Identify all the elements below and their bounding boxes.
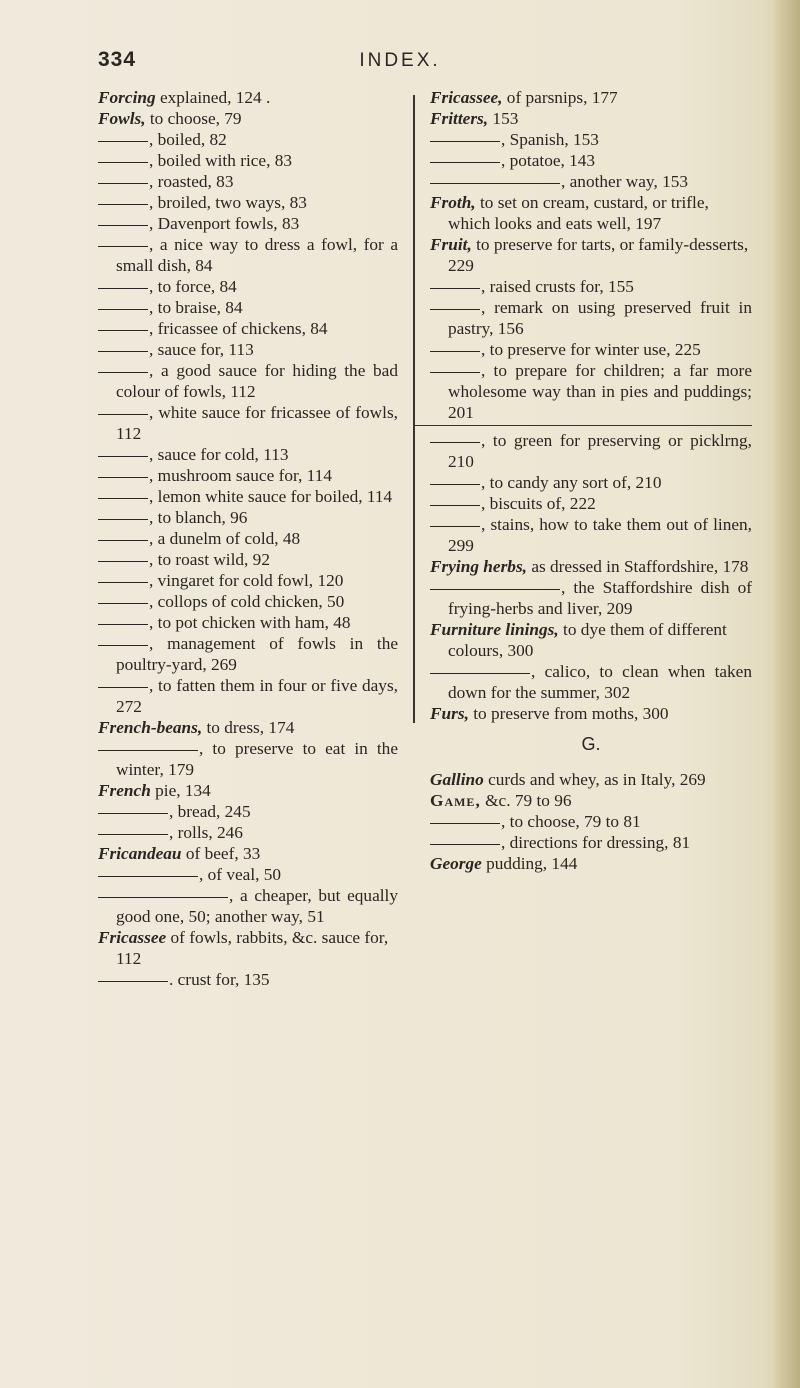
entry-heading: Froth,	[430, 193, 476, 212]
entry-text: , another way, 153	[561, 172, 689, 191]
ditto-dash	[98, 582, 148, 583]
entry-text: , a cheaper, but equally good one, 50; another way, 51	[116, 886, 398, 926]
index-entry	[98, 360, 398, 402]
ditto-dash	[430, 351, 480, 352]
index-entry	[98, 297, 398, 318]
entry-heading: George	[430, 854, 482, 873]
ditto-dash	[98, 603, 148, 604]
ditto-dash	[98, 204, 148, 205]
column-rule-horizontal	[414, 425, 752, 426]
ditto-dash	[430, 484, 480, 485]
entry-text: , management of fowls in the poultry-yard, 269	[116, 634, 398, 674]
index-entry	[98, 885, 398, 927]
entry-text: to dress, 174	[202, 718, 295, 737]
section-letter: G.	[581, 734, 601, 754]
ditto-dash	[98, 456, 148, 457]
ditto-dash	[98, 309, 148, 310]
entry-text: , a dunelm of cold, 48	[149, 529, 301, 548]
index-entry	[430, 790, 752, 811]
column-rule-top	[413, 95, 415, 723]
ditto-dash	[98, 372, 148, 373]
entry-text: , to braise, 84	[149, 298, 243, 317]
index-entry	[430, 234, 752, 276]
ditto-dash	[98, 834, 168, 835]
entry-text: , boiled, 82	[149, 130, 227, 149]
entry-heading: Fritters,	[430, 109, 489, 128]
index-group-fruit-furs	[430, 430, 752, 724]
index-entry	[98, 402, 398, 444]
index-entry	[98, 864, 398, 885]
index-entry	[98, 675, 398, 717]
entry-text: of fowls, rabbits, &c. sauce for, 112	[116, 928, 389, 968]
entry-text: , to fatten them in four or five days, 272	[116, 676, 398, 716]
entry-text: , lemon white sauce for boiled, 114	[149, 487, 393, 506]
entry-text: , white sauce for fricassee of fowls, 112	[116, 403, 398, 443]
entry-text: , to choose, 79 to 81	[501, 812, 641, 831]
entry-text: , raised crusts for, 155	[481, 277, 634, 296]
entry-text: , to pot chicken with ham, 48	[149, 613, 351, 632]
entry-text: to dye them of different colours, 300	[448, 620, 727, 660]
ditto-dash	[430, 141, 500, 142]
ditto-dash	[98, 288, 148, 289]
entry-text: , Davenport fowls, 83	[149, 214, 300, 233]
index-entry	[430, 192, 752, 234]
index-entry	[98, 276, 398, 297]
entry-text: , Spanish, 153	[501, 130, 599, 149]
index-entry	[98, 444, 398, 465]
entry-text: , sauce for cold, 113	[149, 445, 289, 464]
entry-text: to preserve from moths, 300	[468, 704, 669, 723]
entry-text: , bread, 245	[169, 802, 251, 821]
entry-text: , to green for preserving or picklrng, 210	[448, 431, 752, 471]
entry-heading: French	[98, 781, 151, 800]
entry-text: , directions for dressing, 81	[501, 833, 691, 852]
ditto-dash	[98, 540, 148, 541]
entry-text: , to preserve to eat in the winter, 179	[116, 739, 398, 779]
entry-text: , remark on using preserved fruit in pastry, 156	[448, 298, 752, 338]
ditto-dash	[98, 813, 168, 814]
entry-heading: Fruit,	[430, 235, 472, 254]
ditto-dash	[98, 246, 148, 247]
entry-heading: French-beans,	[98, 718, 203, 737]
ditto-dash	[98, 750, 198, 751]
ditto-dash	[98, 183, 148, 184]
entry-heading: Gallino	[430, 770, 484, 789]
ditto-dash	[430, 288, 480, 289]
index-entry	[430, 493, 752, 514]
ditto-dash	[98, 414, 148, 415]
entry-text: , rolls, 246	[169, 823, 243, 842]
index-entry	[430, 514, 752, 556]
index-entry	[98, 927, 398, 969]
ditto-dash	[98, 897, 228, 898]
entry-text: , potatoe, 143	[501, 151, 596, 170]
index-column-right	[430, 87, 752, 874]
entry-heading: Forcing	[98, 88, 156, 107]
ditto-dash	[98, 498, 148, 499]
entry-text: , collops of cold chicken, 50	[149, 592, 345, 611]
ditto-dash	[98, 645, 148, 646]
index-entry	[98, 108, 398, 129]
index-entry	[430, 769, 752, 790]
entry-heading: Frying herbs,	[430, 557, 527, 576]
index-entry	[430, 297, 752, 339]
index-entry	[98, 486, 398, 507]
entry-text: pudding, 144	[481, 854, 578, 873]
ditto-dash	[98, 624, 148, 625]
index-entry	[430, 276, 752, 297]
index-entry	[430, 171, 752, 192]
index-entry	[98, 192, 398, 213]
entry-text: , to roast wild, 92	[149, 550, 270, 569]
index-entry	[98, 591, 398, 612]
index-entry	[98, 234, 398, 276]
entry-text: , a good sauce for hiding the bad colour of fowls, 112	[116, 361, 398, 401]
index-entry	[430, 87, 752, 108]
entry-text: , the Staffordshire dish of frying-herbs and liver, 209	[448, 578, 752, 618]
entry-text: , a nice way to dress a fowl, for a small dish, 84	[116, 235, 398, 275]
index-entry	[430, 472, 752, 493]
entry-text: of beef, 33	[181, 844, 261, 863]
index-entry	[98, 801, 398, 822]
entry-heading: Fricassee,	[430, 88, 503, 107]
entry-text: , vingaret for cold fowl, 120	[149, 571, 344, 590]
entry-text: . crust for, 135	[169, 970, 270, 989]
entry-text: to choose, 79	[145, 109, 242, 128]
entry-text: to set on cream, custard, or trifle, which looks and eats well, 197	[448, 193, 709, 233]
index-entry	[98, 780, 398, 801]
entry-text: , sauce for, 113	[149, 340, 254, 359]
entry-text: to preserve for tarts, or family-desserts, 229	[448, 235, 749, 275]
ditto-dash	[98, 351, 148, 352]
index-entry	[98, 465, 398, 486]
entry-heading: Fowls,	[98, 109, 146, 128]
ditto-dash	[98, 519, 148, 520]
ditto-dash	[98, 477, 148, 478]
index-entry	[430, 129, 752, 150]
index-entry	[430, 832, 752, 853]
index-entry	[98, 339, 398, 360]
running-head: INDEX.	[359, 50, 441, 71]
ditto-dash	[98, 162, 148, 163]
page-edge-shadow	[772, 0, 800, 1388]
ditto-dash	[430, 823, 500, 824]
entry-text: of parsnips, 177	[502, 88, 618, 107]
entry-heading-caps: Game,	[430, 791, 481, 810]
index-entry	[98, 969, 398, 990]
index-entry	[98, 507, 398, 528]
index-entry	[98, 318, 398, 339]
entry-text: pie, 134	[150, 781, 211, 800]
entry-text: , to blanch, 96	[149, 508, 248, 527]
index-entry	[98, 129, 398, 150]
ditto-dash	[430, 505, 480, 506]
ditto-dash	[430, 589, 560, 590]
index-entry	[98, 213, 398, 234]
ditto-dash	[430, 442, 480, 443]
index-entry	[98, 171, 398, 192]
index-entry	[98, 633, 398, 675]
index-entry	[430, 661, 752, 703]
index-entry	[430, 360, 752, 423]
entry-text: , to preserve for winter use, 225	[481, 340, 701, 359]
ditto-dash	[98, 876, 198, 877]
ditto-dash	[430, 309, 480, 310]
index-group-fricassee-fruit	[430, 87, 752, 423]
entry-text: , boiled with rice, 83	[149, 151, 293, 170]
ditto-dash	[430, 183, 560, 184]
ditto-dash	[430, 673, 530, 674]
index-group-g	[430, 769, 752, 874]
ditto-dash	[98, 981, 168, 982]
index-entry	[430, 853, 752, 874]
entry-heading: Furniture linings,	[430, 620, 559, 639]
entry-heading: Fricandeau	[98, 844, 182, 863]
index-entry	[430, 577, 752, 619]
index-entry	[430, 339, 752, 360]
entry-text: , stains, how to take them out of linen, 299	[448, 515, 752, 555]
entry-text: , calico, to clean when taken down for the summer, 302	[448, 662, 752, 702]
ditto-dash	[98, 330, 148, 331]
entry-text: , mushroom sauce for, 114	[149, 466, 332, 485]
entry-text: , broiled, two ways, 83	[149, 193, 307, 212]
index-entry	[430, 150, 752, 171]
ditto-dash	[98, 225, 148, 226]
index-entry	[98, 87, 398, 108]
entry-text: &c. 79 to 96	[480, 791, 572, 810]
ditto-dash	[430, 372, 480, 373]
index-entry	[98, 612, 398, 633]
index-entry	[98, 717, 398, 738]
entry-heading: Furs,	[430, 704, 469, 723]
entry-text: , fricassee of chickens, 84	[149, 319, 328, 338]
index-entry	[98, 570, 398, 591]
index-entry	[430, 430, 752, 472]
entry-text: , of veal, 50	[199, 865, 282, 884]
index-entry	[430, 703, 752, 724]
ditto-dash	[430, 162, 500, 163]
entry-text: , to candy any sort of, 210	[481, 473, 662, 492]
entry-text: , roasted, 83	[149, 172, 234, 191]
entry-text: as dressed in Staffordshire, 178	[527, 557, 749, 576]
index-entry	[98, 150, 398, 171]
entry-text: , to force, 84	[149, 277, 237, 296]
entry-text: , to prepare for children; a far more wholesome way than in pies and puddings; 201	[448, 361, 752, 422]
entry-text: , biscuits of, 222	[481, 494, 596, 513]
index-entry	[98, 738, 398, 780]
entry-text: 153	[488, 109, 519, 128]
page-number: 334	[98, 48, 137, 71]
ditto-dash	[430, 844, 500, 845]
entry-text: explained, 124 .	[155, 88, 271, 107]
index-entry	[430, 811, 752, 832]
ditto-dash	[98, 687, 148, 688]
entry-heading: Fricassee	[98, 928, 167, 947]
index-entry	[98, 549, 398, 570]
index-entry	[98, 822, 398, 843]
index-entry	[430, 108, 752, 129]
index-column-left	[98, 87, 398, 990]
index-entry	[98, 843, 398, 864]
entry-text: curds and whey, as in Italy, 269	[483, 770, 706, 789]
index-entry	[430, 556, 752, 577]
ditto-dash	[98, 561, 148, 562]
ditto-dash	[98, 141, 148, 142]
index-entry	[98, 528, 398, 549]
ditto-dash	[430, 526, 480, 527]
index-entry	[430, 619, 752, 661]
